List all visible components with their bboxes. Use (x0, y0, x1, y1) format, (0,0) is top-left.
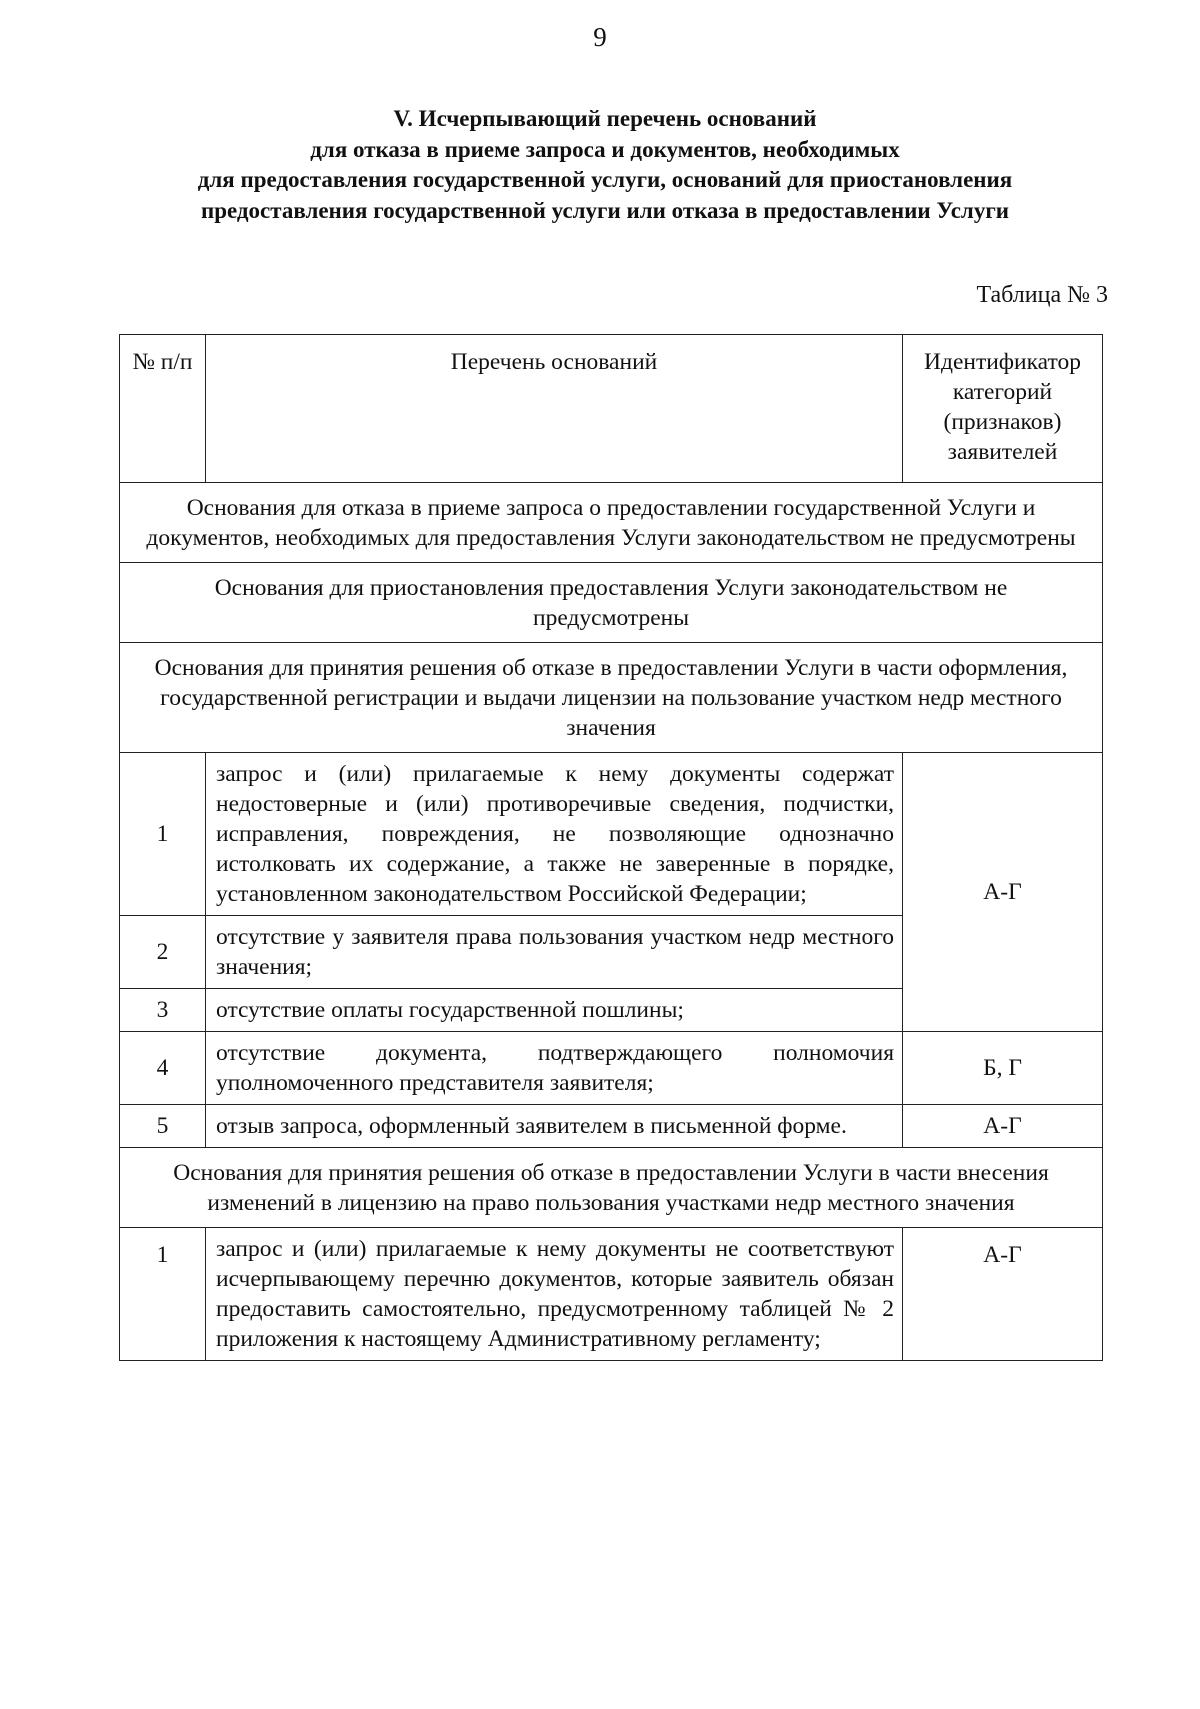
title-line: для отказа в приеме запроса и документов, необходимых (310, 136, 900, 162)
title-line: предоставления государственной услуги или отказа в предоставлении Услуги (200, 197, 1010, 223)
table-header-row (120, 335, 1103, 483)
table-row (120, 753, 1103, 916)
row-identifier: А-Г (903, 1228, 1103, 1361)
group-row (120, 483, 1103, 563)
row-number: 5 (120, 1105, 206, 1148)
row-identifier: Б, Г (903, 1032, 1103, 1105)
title-line: V. Исчерпывающий перечень оснований (393, 106, 817, 131)
group-heading-licence-issue-refusal: Основания для принятия решения об отказе в предоставлении Услуги в части оформления, государственной регистрации и выдачи лицензии на пользование участком недр местного значения (120, 643, 1103, 753)
row-ground-text: отсутствие документа, подтверждающего полномочия уполномоченного представителя заявителя; (206, 1032, 903, 1105)
row-number: 1 (120, 753, 206, 916)
section-title (120, 104, 1090, 226)
header-num: № п/п (120, 335, 206, 483)
row-ground-text: запрос и (или) прилагаемые к нему документы не соответствуют исчерпывающему перечню документов, которые заявитель обязан предоставить самостоятельно, предусмотренному таблицей № 2 приложения к настоящему Административному регламенту; (206, 1228, 903, 1361)
table-row (120, 1228, 1103, 1361)
row-number: 2 (120, 916, 206, 989)
group-row (120, 563, 1103, 643)
row-number: 3 (120, 989, 206, 1032)
row-identifier: А-Г (903, 1105, 1103, 1148)
group-heading-licence-amendment-refusal: Основания для принятия решения об отказе в предоставлении Услуги в части внесения изменений в лицензию на право пользования участками недр местного значения (120, 1148, 1103, 1228)
header-identifier: Идентификатор категорий (признаков) заявителей (903, 335, 1103, 483)
group-heading-suspension: Основания для приостановления предоставления Услуги законодательством не предусмотрены (120, 563, 1103, 643)
row-ground-text: отзыв запроса, оформленный заявителем в письменной форме. (206, 1105, 903, 1148)
row-identifier: А-Г (903, 753, 1103, 1032)
row-ground-text: отсутствие у заявителя права пользования участком недр местного значения; (206, 916, 903, 989)
row-number: 4 (120, 1032, 206, 1105)
header-grounds: Перечень оснований (206, 335, 903, 483)
row-ground-text: запрос и (или) прилагаемые к нему документы содержат недостоверные и (или) противоречивые сведения, подчистки, исправления, повреждения, не позволяющие однозначно истолковать их содержание, а также не заверенные в порядке, установленном законодательством Российской Федерации; (206, 753, 903, 916)
page-number: 9 (593, 22, 607, 52)
table-caption: Таблица № 3 (976, 282, 1108, 308)
table-row (120, 1105, 1103, 1148)
row-ground-text: отсутствие оплаты государственной пошлины; (206, 989, 903, 1032)
group-heading-refusal-to-accept: Основания для отказа в приеме запроса о предоставлении государственной Услуги и документов, необходимых для предоставления Услуги законодательством не предусмотрены (120, 483, 1103, 563)
group-row (120, 1148, 1103, 1228)
group-row (120, 643, 1103, 753)
table-row (120, 1032, 1103, 1105)
title-line: для предоставления государственной услуги, оснований для приостановления (197, 167, 1013, 192)
row-number: 1 (120, 1228, 206, 1361)
grounds-table (119, 334, 1103, 1361)
